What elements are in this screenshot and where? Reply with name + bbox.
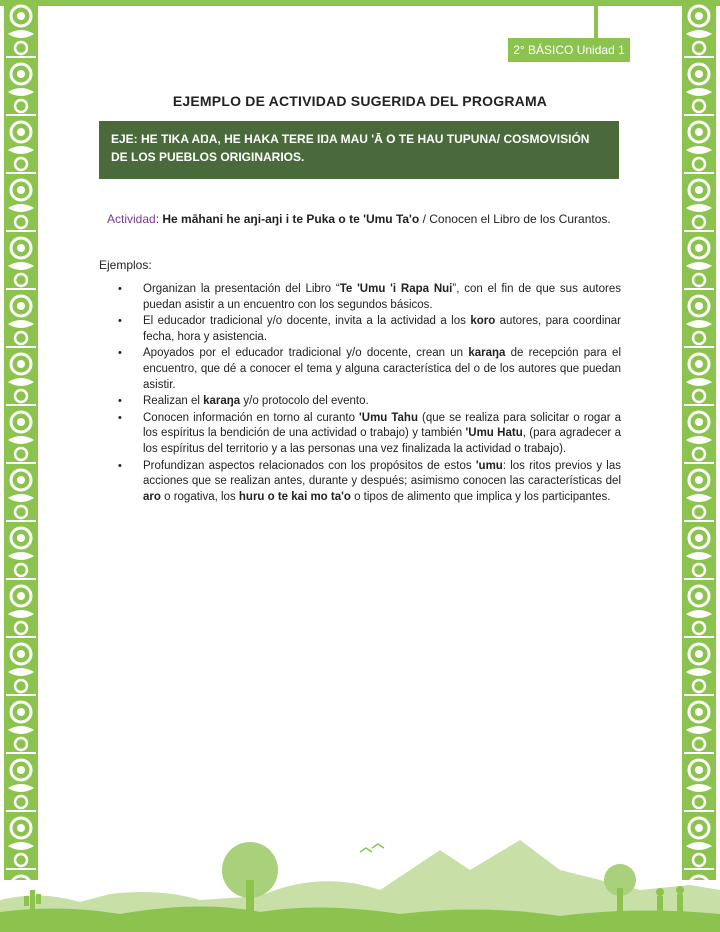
example-term: 'umu: [475, 459, 503, 472]
bullet: •: [118, 395, 122, 408]
example-term: 'Umu Hatu: [465, 427, 523, 440]
bullet: •: [118, 347, 122, 360]
example-term: 'Umu Tahu: [359, 411, 418, 424]
page-title: EJEMPLO DE ACTIVIDAD SUGERIDA DEL PROGRAMA: [172, 93, 548, 109]
eje-text: EJE: HE TIKA AŊA, HE HAKA TERE IŊA MAU 'Ā O TE HAU TUPUNA/ COSMOVISIÓN DE LOS PUEBLOS ORIGINARIOS.: [111, 132, 590, 164]
activity-title-rapanui: He māhani he aŋi-aŋi i te Puka o te 'Umu Ta'o: [162, 212, 420, 226]
example-text: Organizan la presentación del Libro “: [143, 283, 340, 295]
bullet: •: [118, 411, 122, 424]
activity-separator: /: [419, 212, 430, 226]
example-text: Apoyados por el educador tradicional y/o docente, crean un: [143, 347, 469, 360]
activity-label: Actividad: [107, 212, 156, 226]
list-item: [99, 394, 621, 410]
example-text: y/o protocolo del evento.: [240, 395, 369, 408]
example-text: Realizan el: [143, 395, 204, 408]
bullet: •: [118, 459, 122, 472]
example-term: aro: [143, 490, 161, 503]
example-term: karaŋa: [468, 347, 506, 360]
list-item: [99, 346, 621, 393]
right-decorative-border: [682, 0, 716, 880]
example-text: o tipos de alimento que implica y los participantes.: [350, 490, 611, 503]
example-text: : los ritos previos y las acciones que se realizan antes, durante y después; asimismo conocen las características del: [143, 459, 621, 488]
example-text: de recepción para el encuentro, que dé a conocer el tema y alguna característica del o de los autores que puedan asistir.: [143, 347, 622, 391]
example-term: karaŋa: [203, 395, 241, 408]
example-term: koro: [470, 315, 496, 328]
example-text: El educador tradicional y/o docente, invita a la actividad a los: [143, 315, 471, 328]
list-item: [99, 314, 621, 345]
activity-colon: :: [155, 212, 163, 226]
example-text: ”, con el fin de que sus autores puedan asistir a un encuentro con los segundos básicos.: [143, 283, 621, 311]
list-item: [99, 459, 621, 506]
bullet: •: [118, 315, 122, 328]
list-item: [99, 282, 621, 313]
list-item: [99, 411, 621, 458]
landscape-silhouette-icon: [0, 830, 720, 932]
top-accent-strip: [0, 0, 720, 6]
example-text: Profundizan aspectos relacionados con los propósitos de estos: [143, 459, 476, 472]
example-text: autores, para coordinar fecha, hora y asistencia.: [143, 315, 621, 343]
activity-title-spanish: Conocen el Libro de los Curantos.: [429, 212, 611, 226]
left-decorative-border: [4, 0, 38, 880]
unit-label-tab: 2° BÁSICO Unidad 1: [508, 38, 630, 62]
example-text: (que se realiza para solicitar o rogar a los espíritus la bendición de una actividad o trabajo) y también: [143, 411, 621, 440]
example-text: , (para agradecer a los espíritus del territorio y a las personas una vez finalizada la actividad o trabajo).: [143, 427, 621, 455]
eje-banner: [99, 121, 619, 179]
examples-list: [99, 282, 621, 506]
ejemplos-label: Ejemplos:: [99, 258, 152, 272]
example-text: o rogativa, los: [160, 490, 239, 503]
example-text: Conocen información en torno al curanto: [143, 411, 360, 424]
activity-heading: [107, 211, 627, 227]
example-term: Te 'Umu 'i Rapa Nui: [339, 283, 453, 295]
example-term: huru o te kai mo ta'o: [238, 490, 351, 503]
bullet: •: [118, 283, 122, 295]
